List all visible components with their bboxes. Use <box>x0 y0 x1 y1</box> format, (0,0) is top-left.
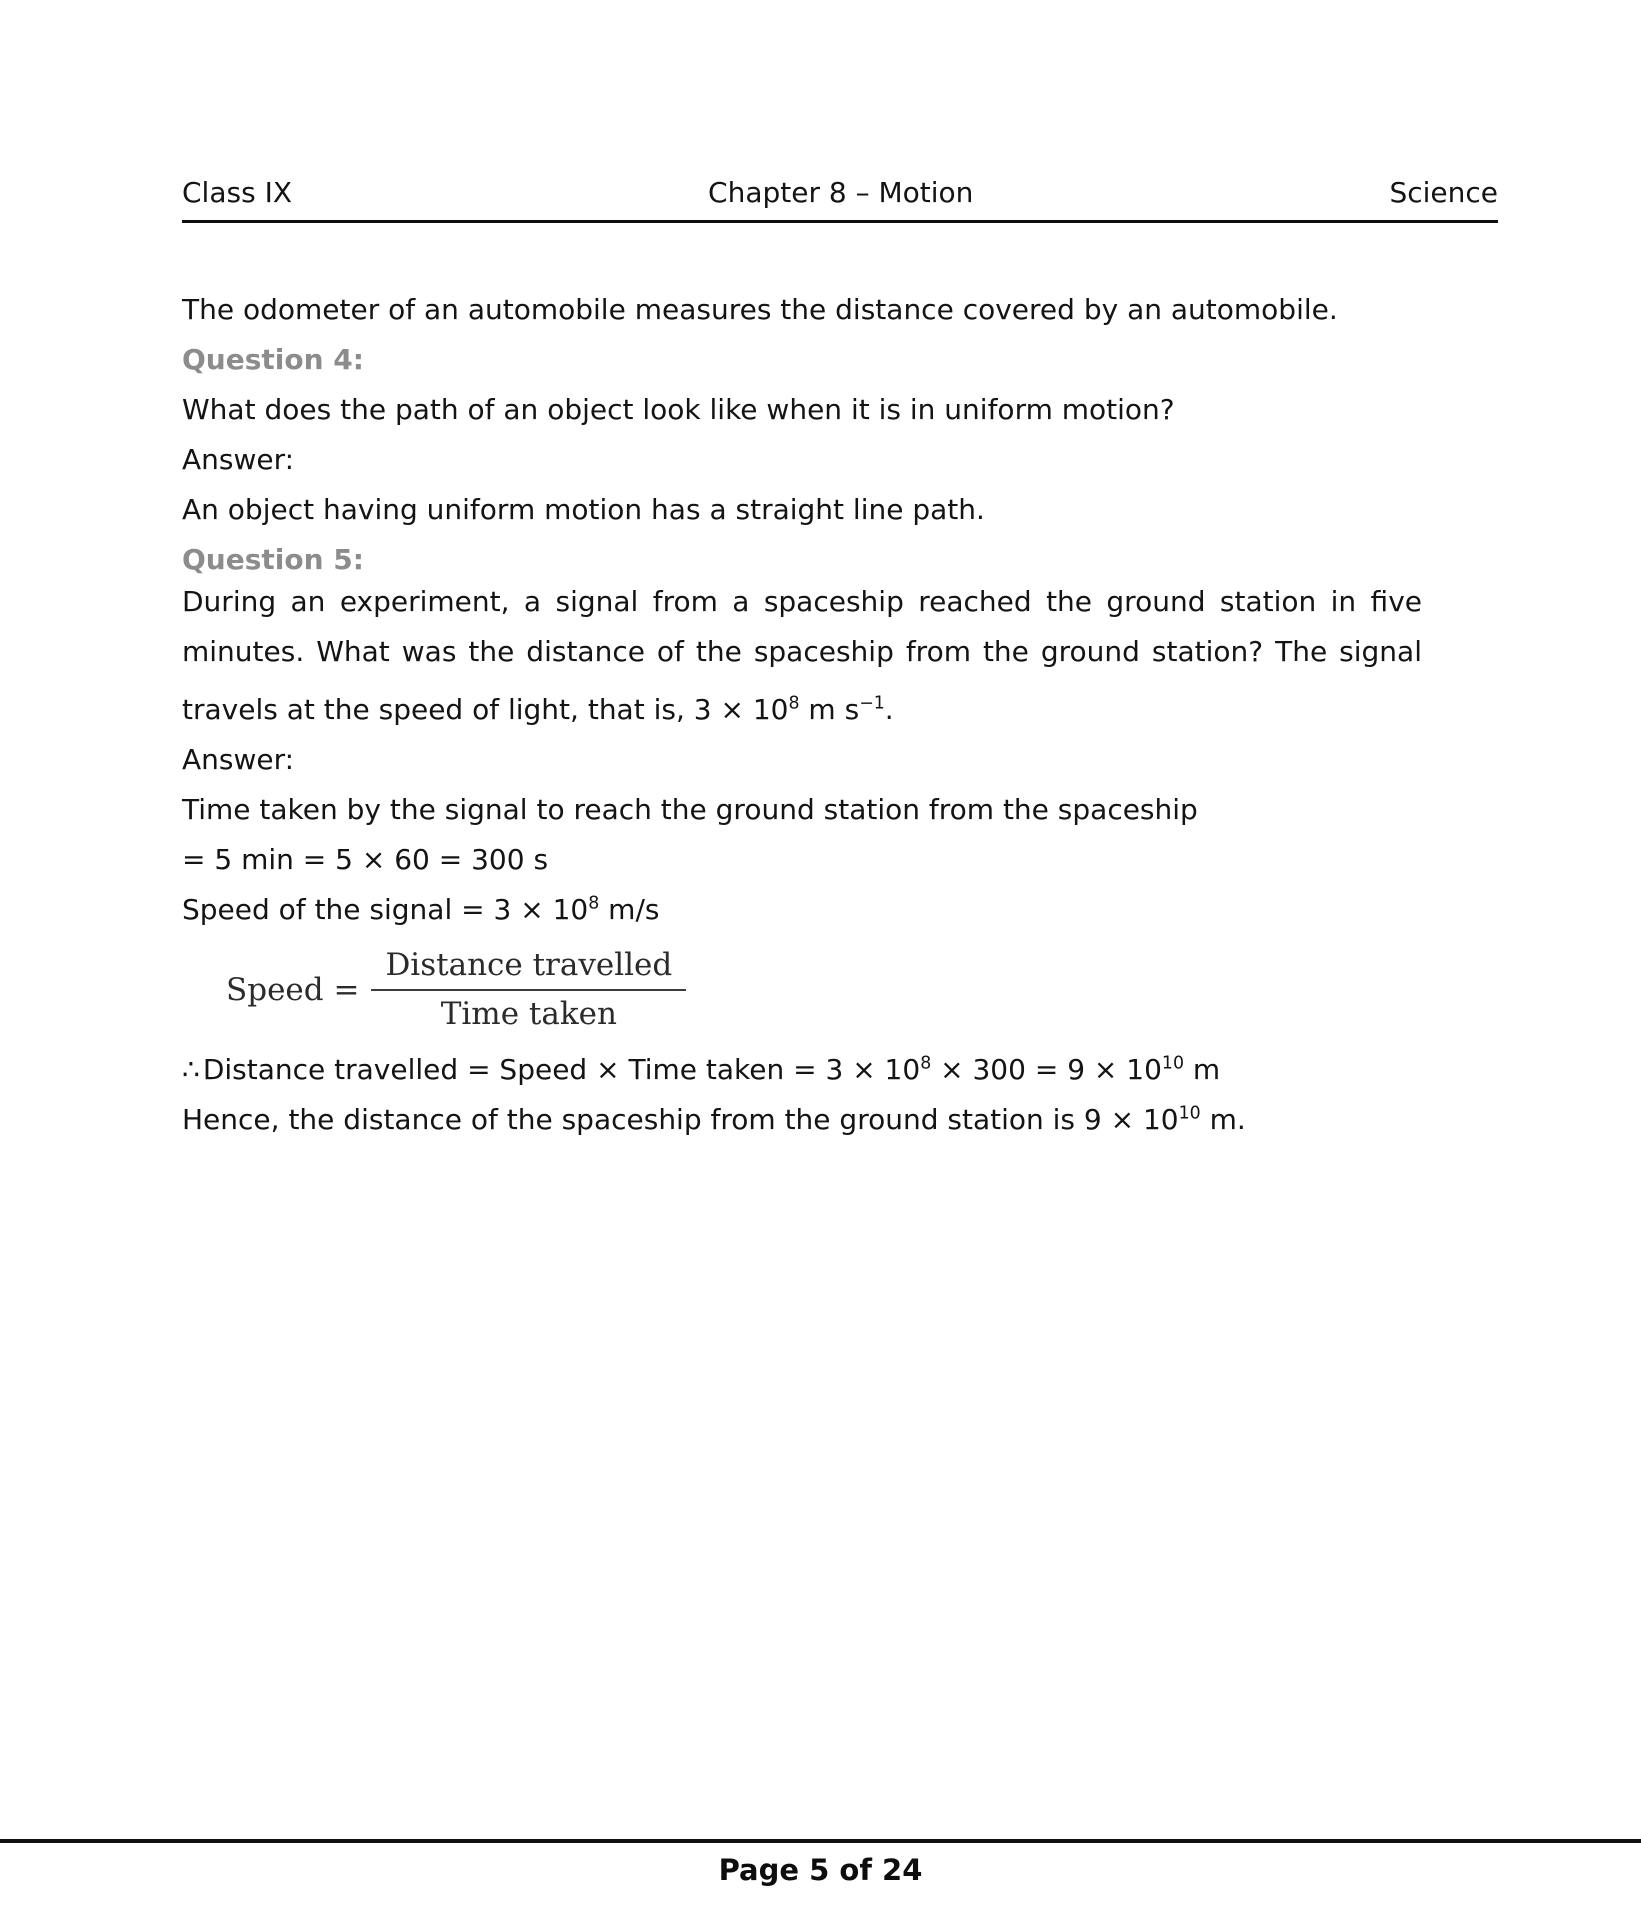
superscript: −1 <box>859 693 885 714</box>
question4-answer-label: Answer: <box>182 443 295 476</box>
page-header <box>182 176 1498 223</box>
page-content <box>182 285 1422 1145</box>
formula-numerator: Distance travelled <box>371 947 686 991</box>
superscript: 8 <box>588 893 600 914</box>
superscript: 8 <box>920 1053 932 1074</box>
text-segment: × 300 = 9 × 10 <box>931 1053 1162 1086</box>
therefore-symbol: ∴ <box>182 1053 200 1086</box>
footer-divider <box>0 1839 1641 1843</box>
answer-speed-line <box>182 885 1422 935</box>
formula-lhs: Speed = <box>226 972 360 1008</box>
speed-formula <box>182 935 1422 1045</box>
question5-text-line1: During an experiment, a signal from a spaceship reached the ground station in five <box>182 585 1422 618</box>
header-chapter-title: Chapter 8 – Motion <box>708 176 974 209</box>
text-segment: m/s <box>599 893 660 926</box>
formula-fraction <box>371 947 686 1033</box>
superscript: 10 <box>1161 1053 1184 1074</box>
text-segment: Distance travelled = Speed × Time taken = 3 × 10 <box>202 1053 921 1086</box>
text-segment: Speed of the signal = 3 × 10 <box>182 893 589 926</box>
text-segment: m <box>1184 1053 1221 1086</box>
question4-answer-text: An object having uniform motion has a straight line path. <box>182 493 985 526</box>
answer-time-line: Time taken by the signal to reach the ground station from the spaceship <box>182 793 1198 826</box>
text-segment: Hence, the distance of the spaceship from the ground station is 9 × 10 <box>182 1103 1179 1136</box>
header-subject-label: Science <box>1389 176 1498 209</box>
text-segment: m. <box>1200 1103 1246 1136</box>
text-segment: travels at the speed of light, that is, 3 × 10 <box>182 693 789 726</box>
text-segment: m s <box>799 693 860 726</box>
question4-text: What does the path of an object look like when it is in uniform motion? <box>182 393 1175 426</box>
intro-text: The odometer of an automobile measures the distance covered by an automobile. <box>182 293 1338 326</box>
question4-label: Question 4: <box>182 343 364 376</box>
question5-text-line3 <box>182 685 1422 735</box>
text-segment: . <box>884 693 894 726</box>
conclusion-distance-line <box>182 1045 1422 1095</box>
answer-calculation-line: = 5 min = 5 × 60 = 300 s <box>182 843 549 876</box>
question5-label: Question 5: <box>182 543 364 576</box>
question5-answer-label: Answer: <box>182 743 295 776</box>
page-number: Page 5 of 24 <box>718 1853 923 1887</box>
superscript: 8 <box>788 693 800 714</box>
header-course-label: Class IX <box>182 176 293 209</box>
formula-denominator: Time taken <box>440 996 617 1032</box>
conclusion-hence-line <box>182 1095 1422 1145</box>
superscript: 10 <box>1178 1103 1201 1124</box>
question5-text-line2: minutes. What was the distance of the spaceship from the ground station? The signal <box>182 635 1422 668</box>
